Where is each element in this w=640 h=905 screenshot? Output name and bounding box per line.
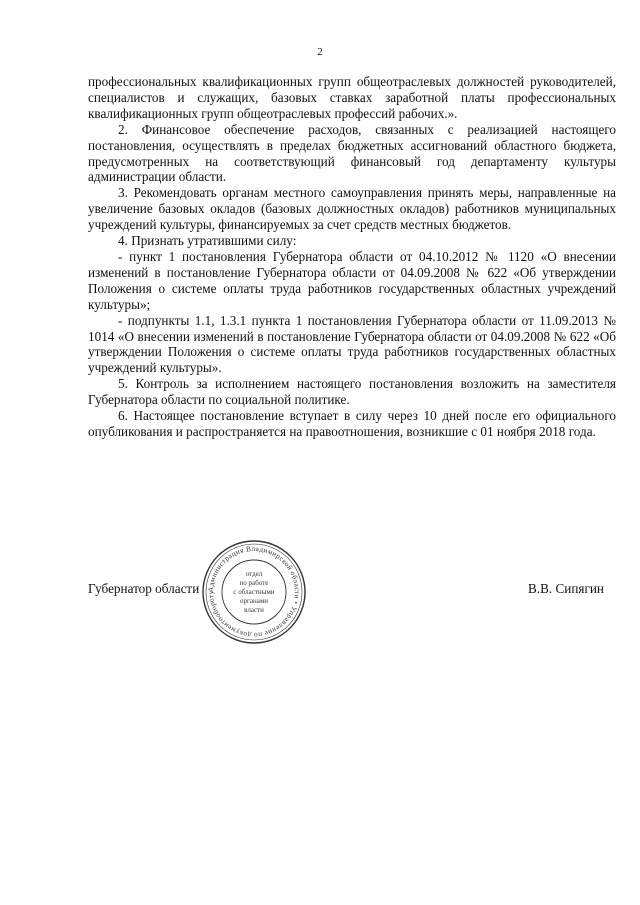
stamp-inner-line-5: власти xyxy=(244,606,264,614)
paragraph-6-effective: 6. Настоящее постановление вступает в силу через 10 дней после его официального опубликования и распространяется на правоотношения, возникшие с 01 ноября 2018 года. xyxy=(88,408,616,439)
document-body xyxy=(88,74,616,440)
stamp-inner-line-1: отдел xyxy=(245,570,263,578)
paragraph-continuation: профессиональных квалификационных групп общеотраслевых должностей руководителей, специалистов и служащих, базовых ставках заработной платы профессиональных квалификационных групп общеотраслевых профессий рабочих.». xyxy=(88,74,616,121)
paragraph-4-item-1: - пункт 1 постановления Губернатора области от 04.10.2012 № 1120 «О внесении изменений в постановление Губернатора области от 04.09.2008 № 622 «Об утверждении Положения о системе оплаты труда работников государственных областных учреждений культуры»; xyxy=(88,248,616,312)
paragraph-5-control: 5. Контроль за исполнением настоящего постановления возложить на заместителя Губернатора области по социальной политике. xyxy=(88,376,616,408)
paragraph-4-repeal: 4. Признать утратившими силу: xyxy=(118,233,297,249)
official-stamp xyxy=(200,538,308,646)
signature-name: В.В. Сипягин xyxy=(528,581,604,596)
stamp-inner-line-2: по работе xyxy=(239,579,269,587)
paragraph-4-item-2: - подпункты 1.1, 1.3.1 пункта 1 постановления Губернатора области от 11.09.2013 № 1014 «О внесении изменений в постановление Губернатора области от 04.09.2008 № 622 «Об утверждении Положения о системе оплаты труда работников государственных областных учреждений культуры». xyxy=(88,312,616,376)
signature-position: Губернатор области xyxy=(88,581,200,596)
stamp-inner-line-4: органами xyxy=(239,597,269,605)
stamp-icon xyxy=(200,538,308,646)
stamp-inner-line-3: с областными xyxy=(233,588,275,596)
page-number: 2 xyxy=(317,46,323,58)
paragraph-2-financing: 2. Финансовое обеспечение расходов, связанных с реализацией настоящего постановления, осуществлять в пределах бюджетных ассигнований областного бюджета, предусмотренных на соответствующий финансовый год департаменту культуры администрации области. xyxy=(88,121,616,185)
paragraph-3-recommendation: 3. Рекомендовать органам местного самоуправления принять меры, направленные на увеличение базовых окладов (базовых должностных окладов) работников муниципальных учреждений культуры, финансируемых за счет средств местных бюджетов. xyxy=(88,185,616,233)
stamp-ring-text: Администрация Владимирской области • Управление по документообороту xyxy=(206,544,302,640)
